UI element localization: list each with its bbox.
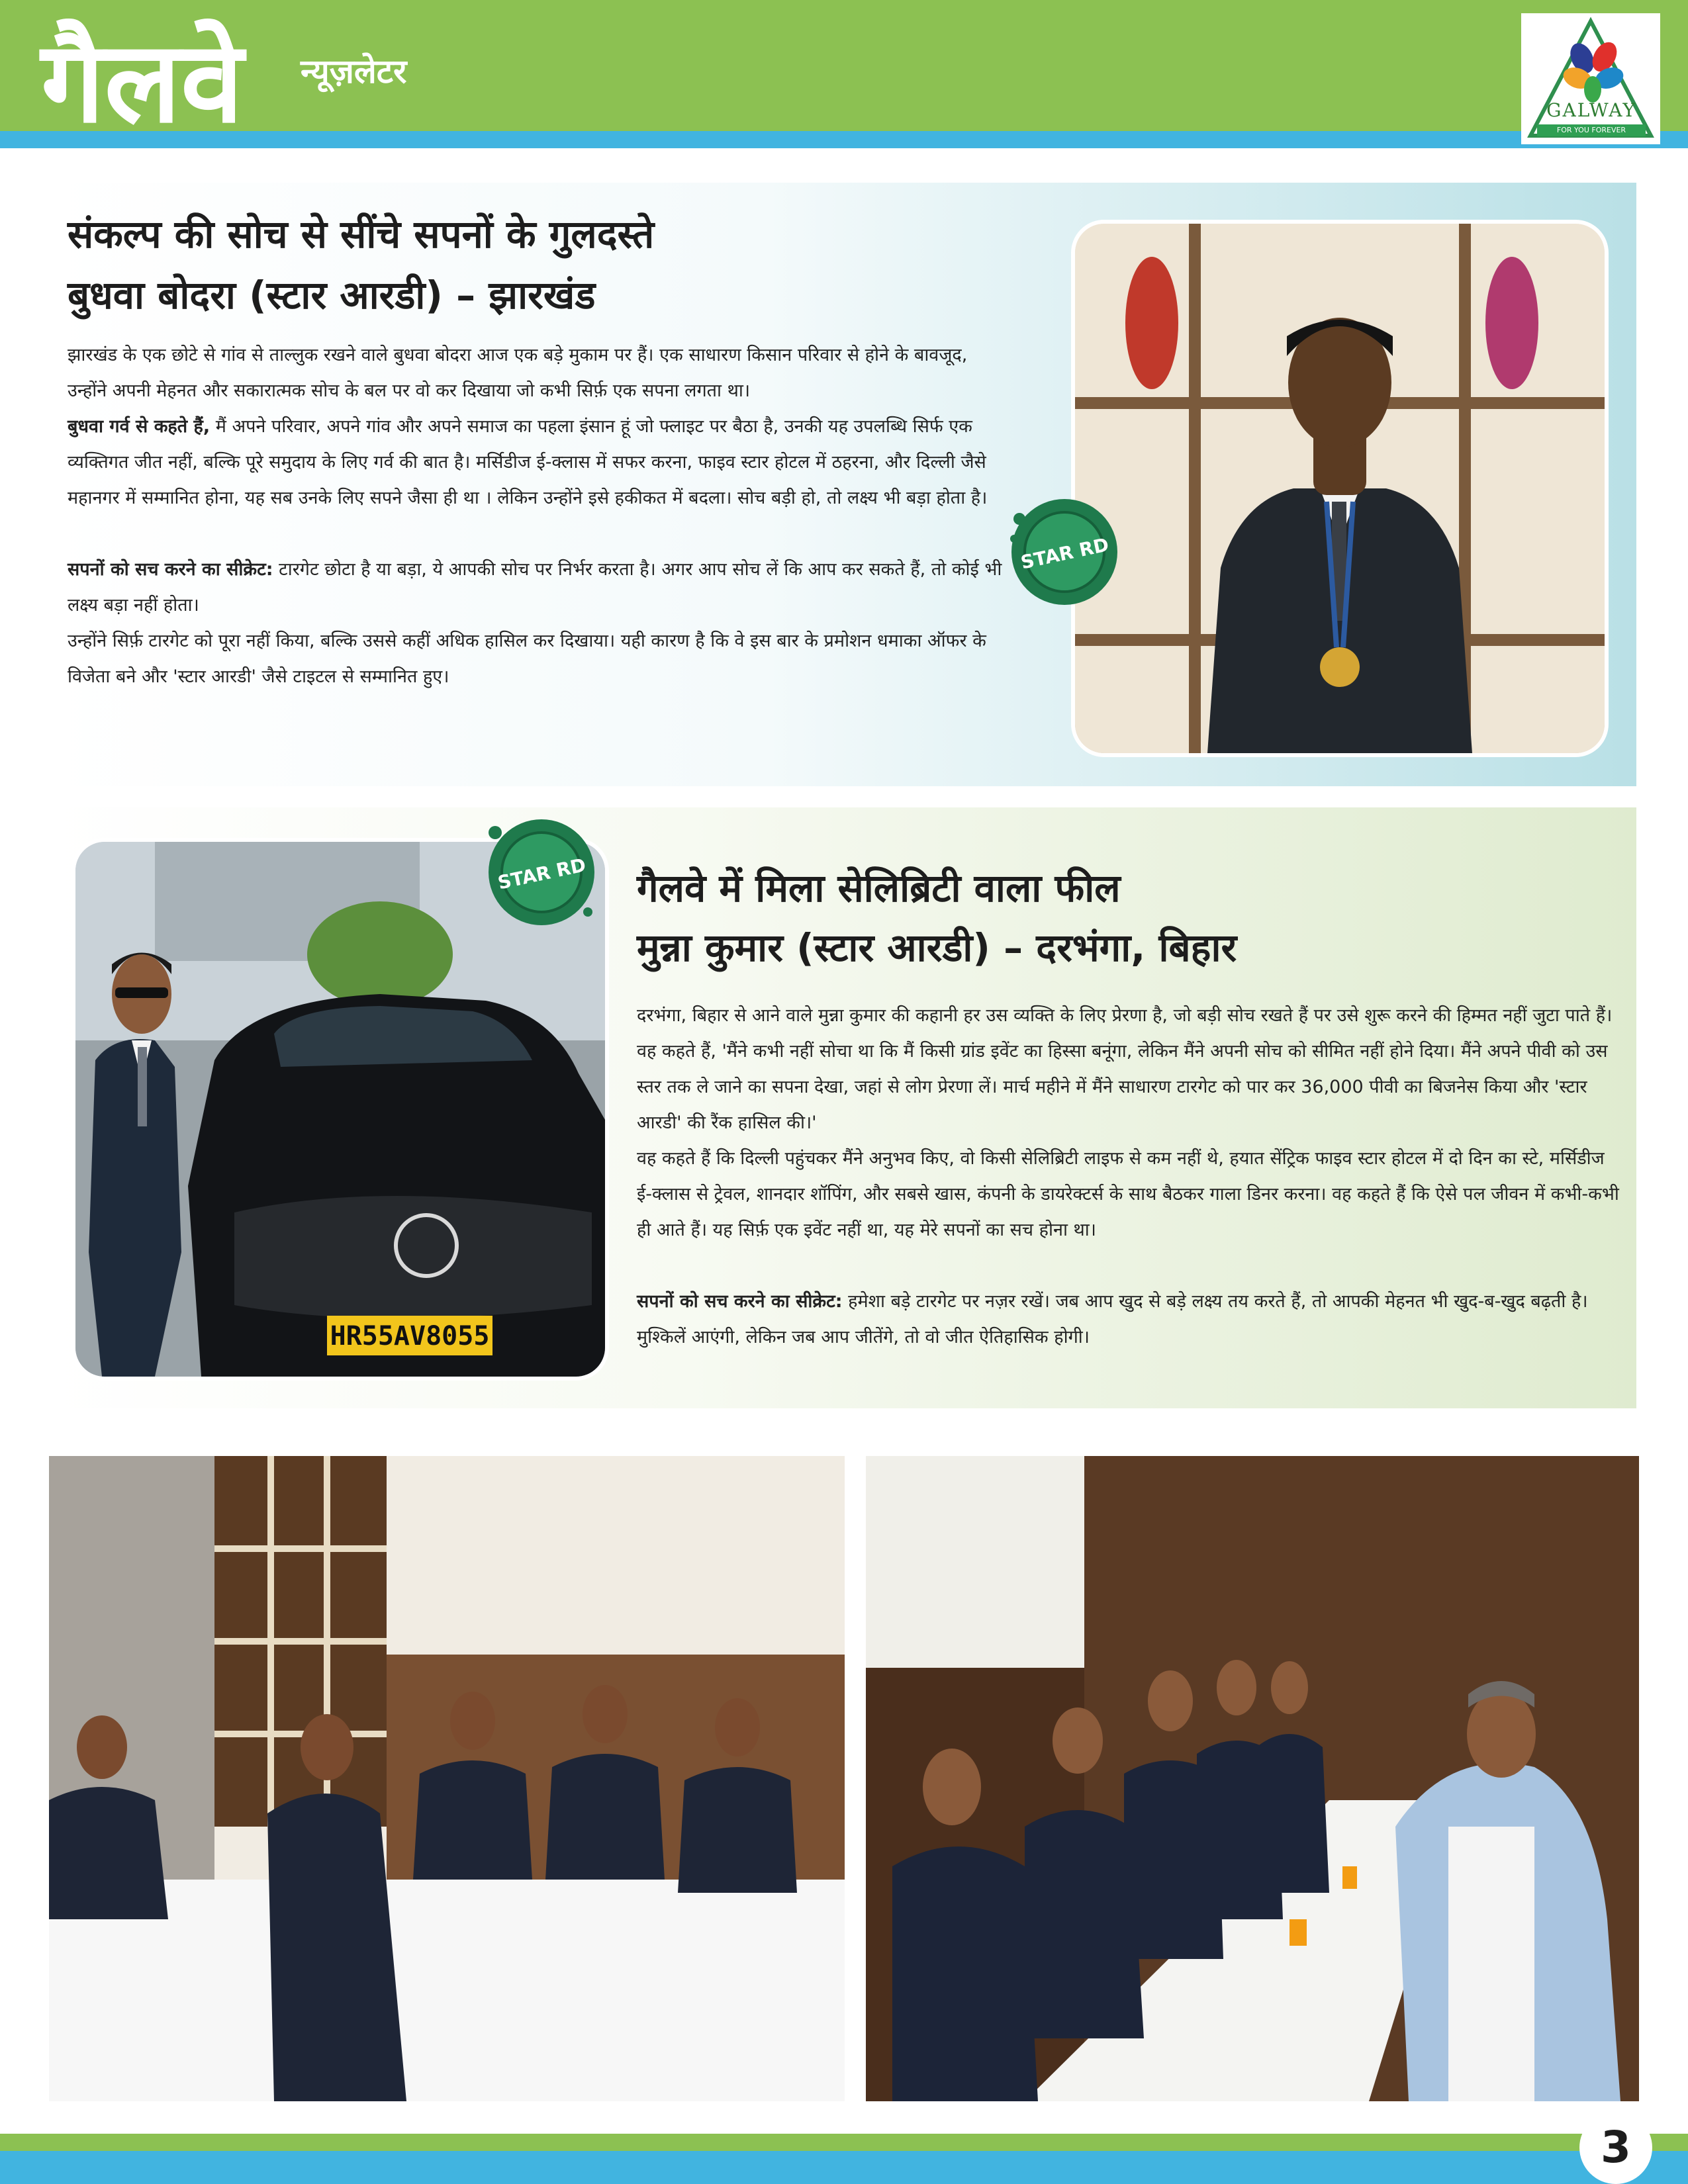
story1-title: संकल्प की सोच से सींचे सपनों के गुलदस्ते [68,212,655,257]
story2-para3 [637,1284,1623,1355]
story1-secret-text: टारगेट छोटा है या बड़ा, ये आपकी सोच पर निर्भर करता है। अगर आप सोच लें कि आप कर सकते हैं, तो कोई भी लक्ष्य बड़ा नहीं होता। [68,559,1002,615]
budhwa-portrait-photo [1071,220,1609,757]
story2-secret-text: हमेशा बड़े टारगेट पर नज़र रखें। जब आप खुद से बड़े लक्ष्य तय करते हैं, तो आपकी मेहनत भी खुद-ब-खुद बढ़ती है। मुश्किलें आएंगी, लेकिन जब आप जीतेंगे, तो वो जीत ऐतिहासिक होगी। [637,1291,1588,1347]
story2-title: गैलवे में मिला सेलिब्रिटी वाला फील [637,866,1121,911]
star-rd-seal-icon [482,813,601,932]
story1-para2 [68,409,1008,516]
story1-para3 [68,552,1008,623]
license-plate: HR55AV8055 [330,1321,490,1351]
story1-subtitle: बुधवा बोदरा (स्टार आरडी) – झारखंड [68,273,596,318]
story1-secret-lead: सपनों को सच करने का सीक्रेट: [68,559,273,580]
footer-bar [0,2134,1688,2151]
page-number: 3 [1579,2111,1652,2184]
handshake-illustration [49,1456,845,2101]
star-rd-seal [1005,492,1124,612]
story2-para2: वह कहते हैं कि दिल्ली पहुंचकर मैंने अनुभव किए, वो किसी सेलिब्रिटी लाइफ से कम नहीं थे, हयात सेंट्रिक फाइव स्टार होटल में दो दिन का स्टे, मर्सिडीज ई-क्लास से ट्रेवल, शानदार शॉपिंग, और सबसे खास, कंपनी के डायरेक्टर्स के साथ बैठकर गाला डिनर करना। वह कहते हैं कि ऐसे पल जीवन में कभी-कभी ही आते हैं। यह सिर्फ़ एक इवेंट नहीं था, यह मेरे सपनों का सच होना था। [637,1148,1619,1240]
seal-label: STAR RD [496,854,588,894]
masthead-subtitle: न्यूज़लेटर [301,52,407,91]
story2-body [637,998,1623,1355]
spacer [637,1248,1623,1284]
event-handshake-photo [49,1456,845,2101]
story1-para4: उन्होंने सिर्फ़ टारगेट को पूरा नहीं किया, बल्कि उससे कहीं अधिक हासिल कर दिखाया। यही कारण है कि वे इस बार के प्रमोशन धमाका ऑफर के विजेता बने और 'स्टार आरडी' जैसे टाइटल से सम्मानित हुए। [68,631,986,687]
story1-para2-text: मैं अपने परिवार, अपने गांव और अपने समाज का पहला इंसान हूं जो फ्लाइट पर बैठा है, उनकी यह उपलब्धि सिर्फ एक व्यक्तिगत जीत नहीं, बल्कि पूरे समुदाय के लिए गर्व की बात है। मर्सिडीज ई-क्लास में सफर करना, फाइव स्टार होटल में ठहरना, और दिल्ली जैसे महानगर में सम्मानित होना, यह सब उनके लिए सपने जैसा ही था । लेकिन उन्होंने इसे हकीकत में बदला। सोच बड़ी हो, तो लक्ष्य भी बड़ा होता है। [68,416,988,508]
logo-wordmark: GALWAY [1546,99,1636,121]
footer-stripe [0,2151,1688,2184]
story1-para2-lead: बुधवा गर्व से कहते हैं, [68,416,211,437]
story2-subtitle: मुन्ना कुमार (स्टार आरडी) – दरभंगा, बिहार [637,925,1237,970]
story1-body [68,338,1008,695]
story2-para1: दरभंगा, बिहार से आने वाले मुन्ना कुमार की कहानी हर उस व्यक्ति के लिए प्रेरणा है, जो बड़ी सोच रखते हैं पर उसे शुरू करने की हिम्मत नहीं जुटा पाते हैं। वह कहते हैं, 'मैंने कभी नहीं सोचा था कि मैं किसी ग्रांड इवेंट का हिस्सा बनूंगा, लेकिन मैंने अपनी सोच को सीमित नहीं होने दिया। मैंने अपने पीवी को उस स्तर तक ले जाने का सपना देखा, जहां से लोग प्रेरणा लें। मार्च महीने में मैंने साधारण टारगेट को पार कर 36,000 पीवी का बिजनेस किया और 'स्टार आरडी' की रैंक हासिल की।' [637,1005,1613,1133]
masthead-title: गैलवे [41,17,244,148]
header-bar [0,0,1688,131]
story1-para1: झारखंड के एक छोटे से गांव से ताल्लुक रखने वाले बुधवा बोदरा आज एक बड़े मुकाम पर हैं। एक साधारण किसान परिवार से होने के बावजूद, उन्होंने अपनी मेहनत और सकारात्मक सोच के बल पर वो कर दिखाया जो कभी सिर्फ़ एक सपना लगता था। [68,345,968,401]
portrait-illustration [1075,224,1605,753]
spacer [68,516,1008,552]
seal-label: STAR RD [1019,533,1111,574]
header-stripe [0,131,1688,148]
event-meeting-photo [866,1456,1639,2101]
logo-tagline: FOR YOU FOREVER [1537,124,1646,136]
star-rd-seal-icon [1005,492,1124,612]
star-rd-seal-2 [482,813,601,932]
story2-secret-lead: सपनों को सच करने का सीक्रेट: [637,1291,843,1312]
meeting-illustration [866,1456,1639,2101]
